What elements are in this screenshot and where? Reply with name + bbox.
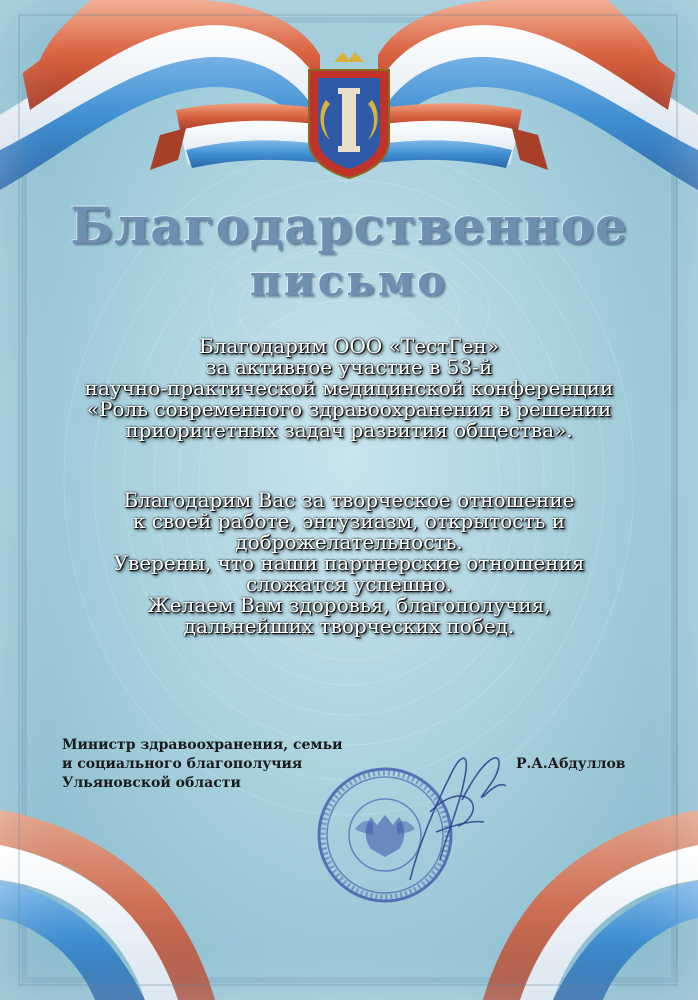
wishes-paragraph <box>40 490 658 637</box>
document-title: Благодарственное <box>70 196 628 255</box>
signatory-role <box>62 736 392 793</box>
text-line: дальнейших творческих побед. <box>183 614 515 638</box>
text-line: Благодарим Вас за творческое отношение <box>123 488 575 512</box>
text-line: Благодарим ООО «ТестГен» <box>199 334 499 358</box>
text-line: Желаем Вам здоровья, благополучия, <box>147 593 551 617</box>
signatory-role-line: Министр здравоохранения, семьи <box>62 737 343 753</box>
text-line: Уверены, что наши партнерские отношения <box>113 551 585 575</box>
text-line: сложатся успешно. <box>246 572 452 596</box>
signatory-name: Р.А.Абдуллов <box>516 756 626 772</box>
gratitude-paragraph <box>40 336 658 441</box>
text-line: приоритетных задач развития общества». <box>125 418 573 442</box>
signatory-role-line: Ульяновской области <box>62 775 241 791</box>
text-line: к своей работе, энтузиазм, открытость и <box>132 509 566 533</box>
signatory-role-line: и социального благополучия <box>62 756 303 772</box>
text-line: доброжелательность. <box>235 530 463 554</box>
text-line: «Роль современного здравоохранения в решении <box>86 397 612 421</box>
text-line: за активное участие в 53-й <box>205 355 493 379</box>
document-subtitle: письмо <box>249 256 449 305</box>
text-line: научно-практической медицинской конференции <box>84 376 614 400</box>
